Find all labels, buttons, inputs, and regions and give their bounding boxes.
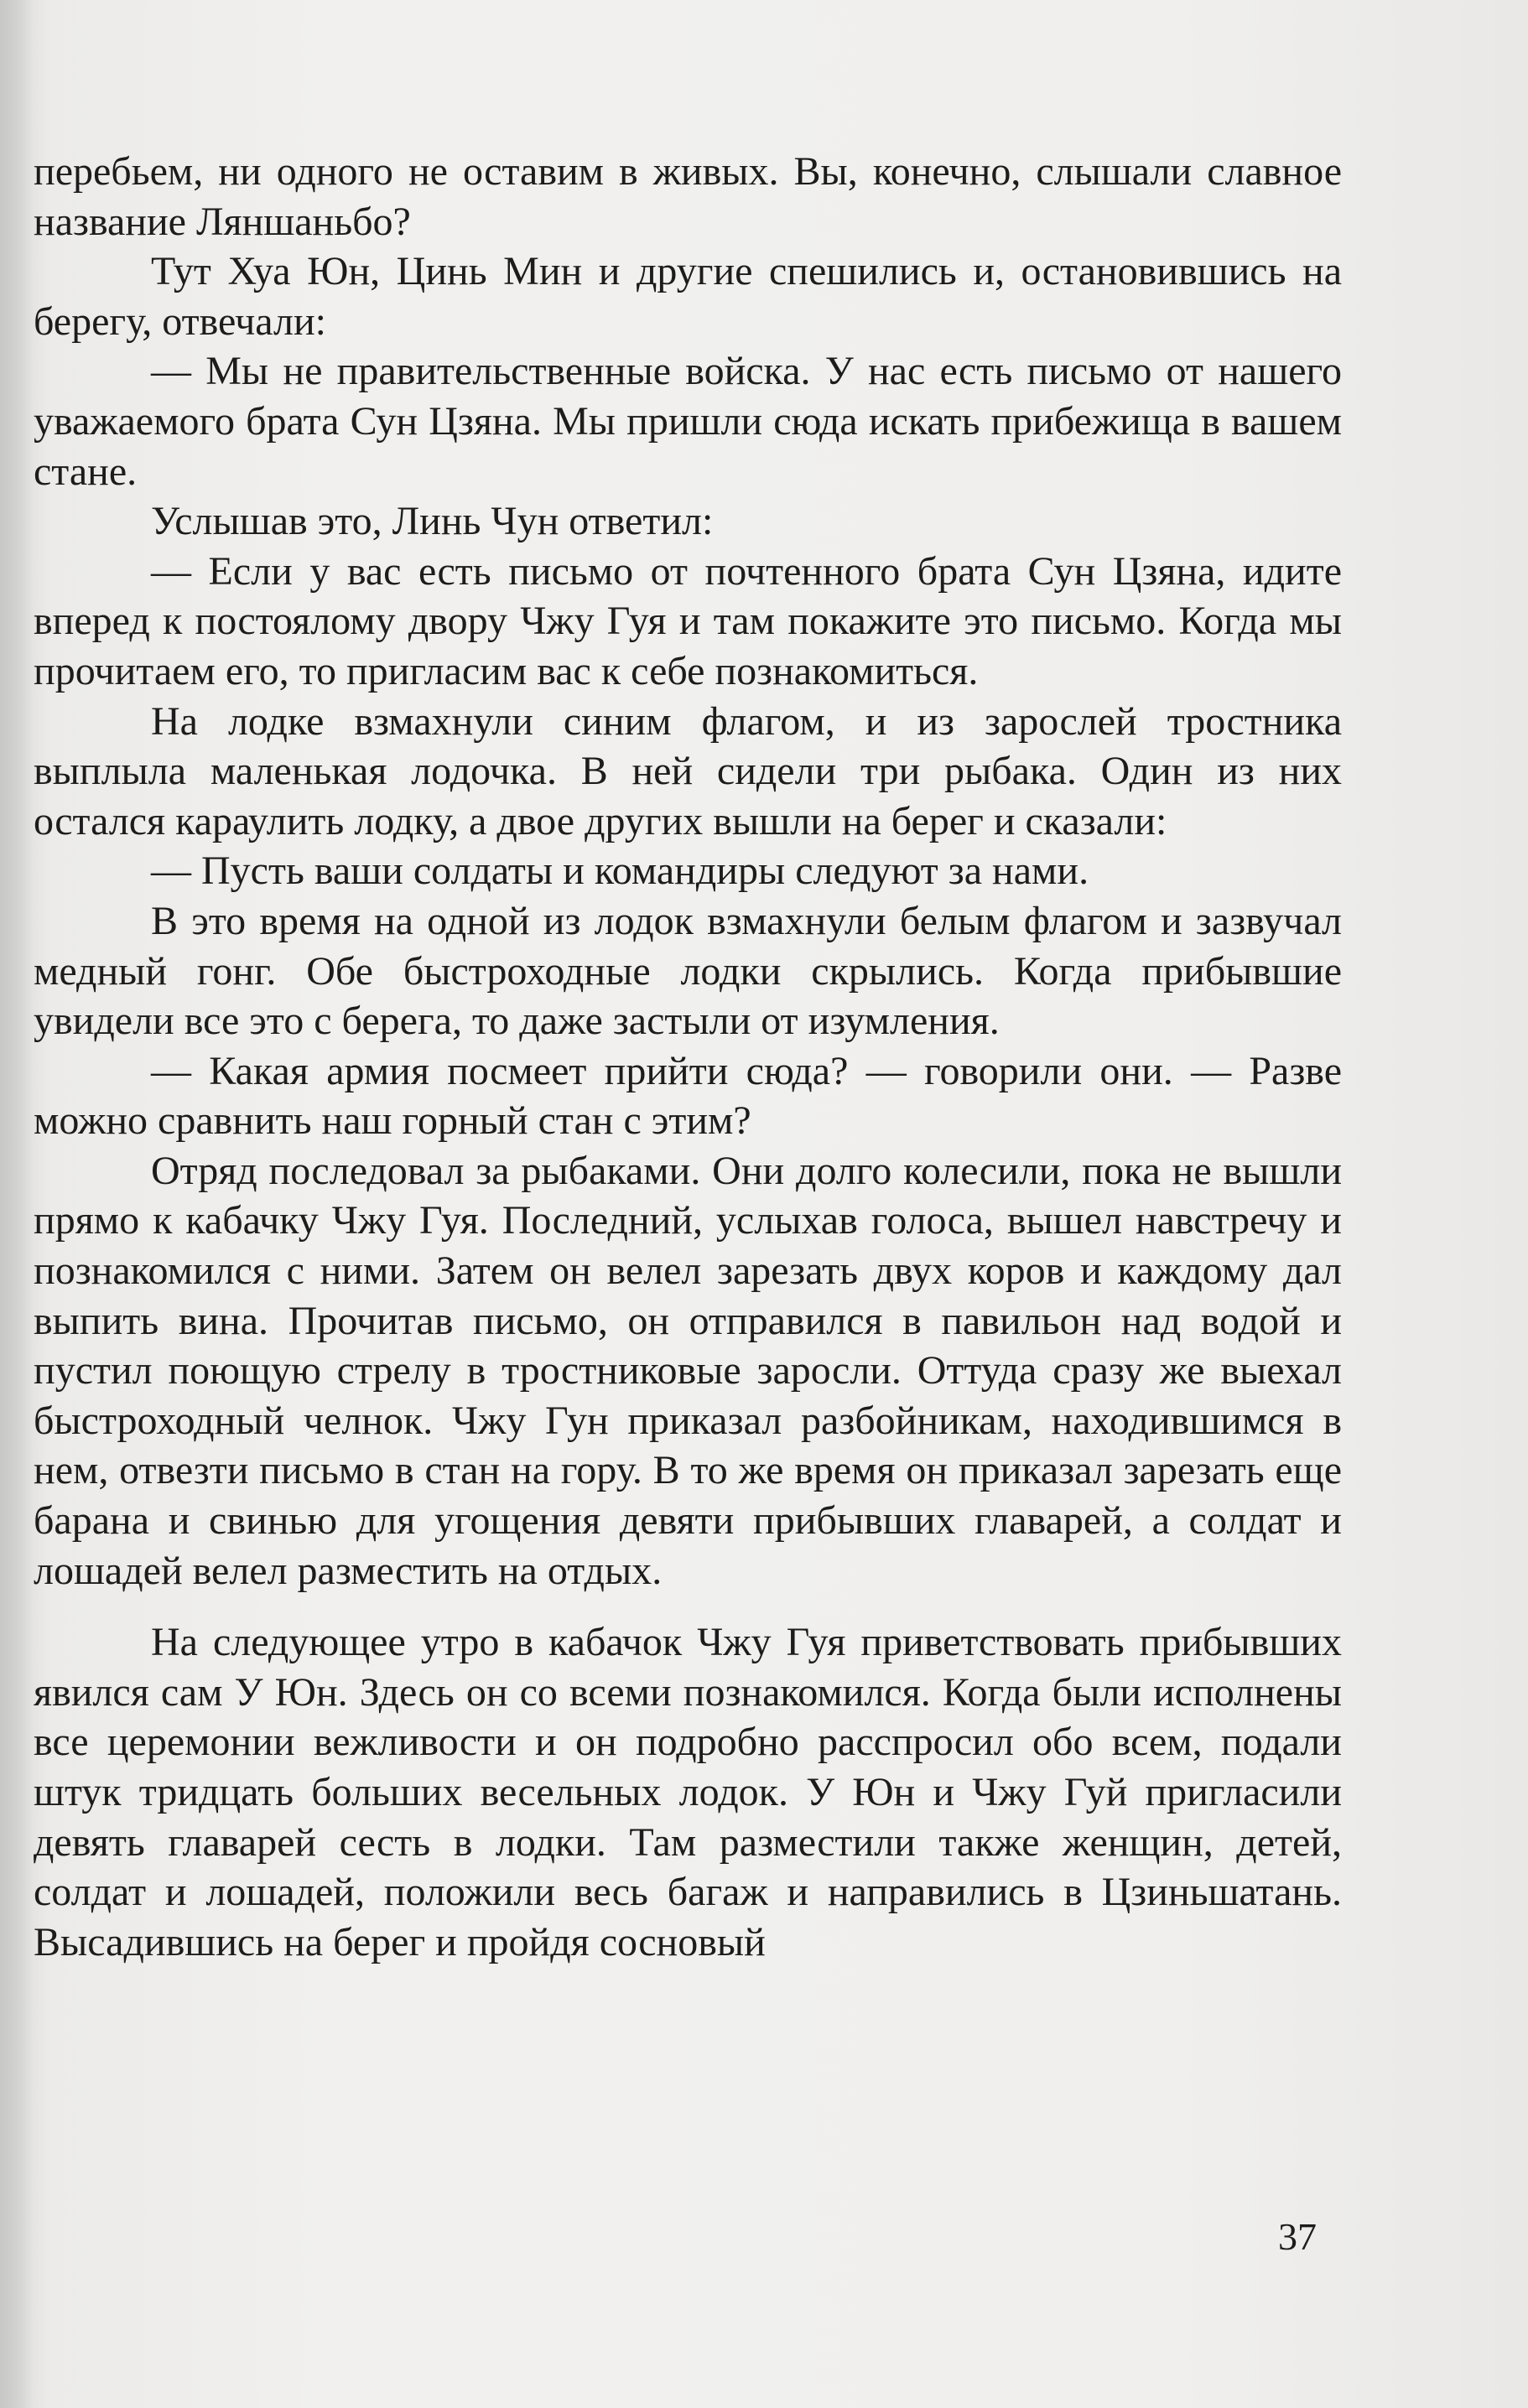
paragraph-3: — Мы не правительственные войска. У нас есть письмо от нашего уважаемого брата Сун Цзяна. Мы пришли сюда искать прибежища в вашем стане. [34,349,1342,494]
paragraph-10: Отряд последовал за рыбаками. Они долго колесили, пока не вышли прямо к кабачку Чжу Гуя. Последний, услыхав голоса, вышел навстречу и познакомился с ними. Затем он велел зарезать двух коров и каждому дал выпить вина. Прочитав письмо, он отправился в павильон над водой и пустил поющую стрелу в тростниковые заросли. Оттуда сразу же выехал быстроходный челнок. Чжу Гун приказал разбойникам, находившимся в нем, отвезти письмо в стан на гору. В то же время он приказал зарезать еще барана и свинью для угощения девяти прибывших главарей, а солдат и лошадей велел разместить на отдых. [34,1148,1342,1593]
body-text [34,147,1342,1967]
paragraph-5: — Если у вас есть письмо от почтенного брата Сун Цзяна, идите вперед к постоялому двору Чжу Гуя и там покажите это письмо. Когда мы прочитаем его, то пригласим вас к себе познакомиться. [34,548,1342,693]
paragraph-4: Услышав это, Линь Чун ответил: [151,499,714,544]
paragraph-2: Тут Хуа Юн, Цинь Мин и другие спешились и, остановившись на берегу, отвечали: [34,249,1342,344]
page-gutter-shadow [0,0,34,2408]
paragraph-1: перебьем, ни одного не оставим в живых. Вы, конечно, слышали славное название Ляншаньбо? [34,149,1342,244]
paragraph-9: — Какая армия посмеет прийти сюда? — говорили они. — Разве можно сравнить наш горный стан с этим? [34,1048,1342,1144]
paragraph-7: — Пусть ваши солдаты и командиры следуют за нами. [151,849,1089,894]
paragraph-6: На лодке взмахнули синим флагом, и из зарослей тростника выплыла маленькая лодочка. В ней сидели три рыбака. Один из них остался караулить лодку, а двое других вышли на берег и сказали: [34,698,1342,843]
paragraph-8: В это время на одной из лодок взмахнули белым флагом и зазвучал медный гонг. Обе быстроходные лодки скрылись. Когда прибывшие увидели все это с берега, то даже застыли от изумления. [34,898,1342,1044]
page-number: 37 [1278,2215,1317,2258]
paragraph-11: На следующее утро в кабачок Чжу Гуя приветствовать прибывших явился сам У Юн. Здесь он со всеми познакомился. Когда были исполнены все церемонии вежливости и он подробно расспросил обо всем, подали штук тридцать больших весельных лодок. У Юн и Чжу Гуй пригласили девять главарей сесть в лодки. Там разместили также женщин, детей, солдат и лошадей, положили весь багаж и направились в Цзиньшатань. Высадившись на берег и пройдя сосновый [34,1620,1342,1964]
